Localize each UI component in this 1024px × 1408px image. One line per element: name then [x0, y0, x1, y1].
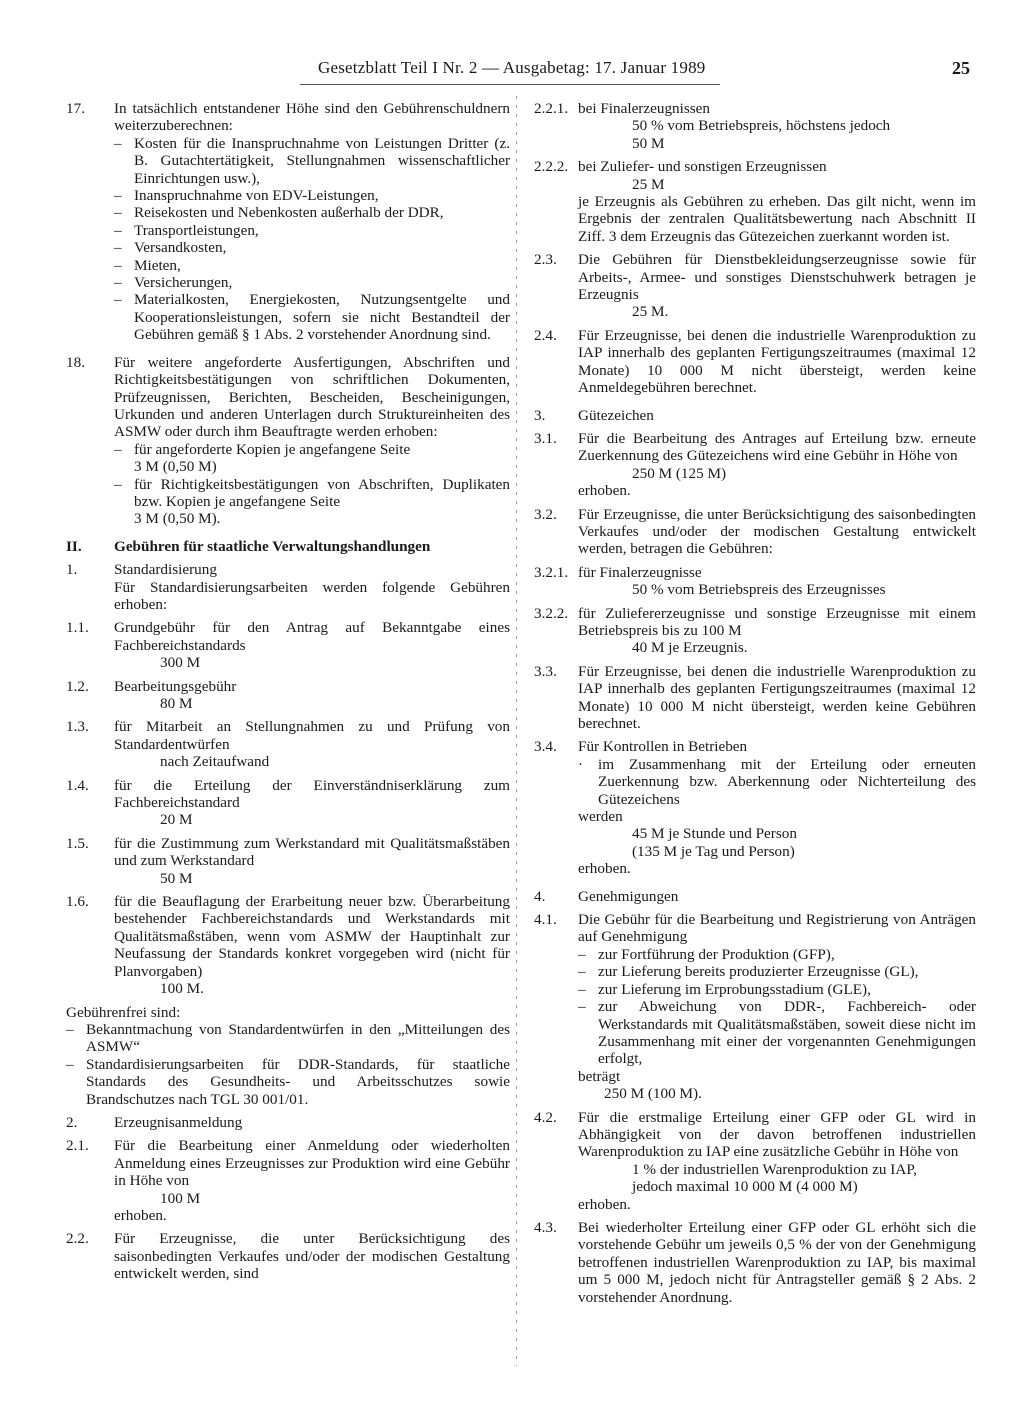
fee-amount: 45 M je Stunde und Person — [632, 825, 797, 843]
fee-amount: (135 M je Tag und Person) — [632, 842, 795, 860]
section-number: 2. — [66, 1113, 78, 1131]
section-number: 4.3. — [534, 1218, 557, 1236]
section-2-3 — [534, 251, 976, 321]
section-number: 3.1. — [534, 429, 557, 447]
list-item-fee: 3 M (0,50 M) — [134, 458, 217, 476]
section-number: 2.2. — [66, 1230, 89, 1248]
section-number: 3.4. — [534, 738, 557, 756]
section-number: 1.2. — [66, 677, 89, 695]
section-number: 2.1. — [66, 1137, 89, 1155]
section-text: bei Finalerzeugnissen — [578, 100, 711, 117]
section-heading: Standardisierung — [114, 561, 217, 579]
section-text: Für die Bearbeitung des Antrages auf Erteilung bzw. erneute Zuerkennung des Gütezeichens wird eine Gebühr in Höhe von — [578, 429, 976, 465]
section-text: für Mitarbeit an Stellungnahmen zu und Prüfung von Standardentwürfen — [114, 718, 510, 753]
fee-amount: 50 M — [160, 869, 193, 887]
section-number: 3.2. — [534, 505, 557, 523]
fee-amount: 300 M — [160, 654, 201, 672]
section-number: 1.5. — [66, 834, 89, 852]
section-1-6 — [66, 893, 510, 997]
control-list — [578, 756, 976, 808]
section-text: In tatsächlich entstandener Höhe sind den Gebührenschuldnern weiterzuberechnen: — [114, 100, 510, 135]
permit-list — [578, 946, 976, 1068]
section-number: 18. — [66, 353, 85, 371]
section-18 — [66, 354, 510, 528]
list-item: – zur Abweichung von DDR-, Fachbereich- oder Werkstandards mit Qualitätsmaßstäben, soweit diese nicht im Zusammenhang mit einer der vorgenannten Genehmigungen erfolgt, — [578, 998, 976, 1068]
list-item-fee: 3 M (0,50 M). — [134, 510, 221, 528]
list-item: – Standardisierungsarbeiten für DDR-Standards, für staatliche Standards des Gesundheits- und Arbeitsschutzes sowie Brandschutzes nach TGL 30 001/01. — [66, 1055, 510, 1108]
section-text: Für weitere angeforderte Ausfertigungen, Abschriften und Richtigkeitsbestätigungen von schriftlichen Dokumenten, Prüfzeugnissen, Berichten, Bescheiden, Bescheinigungen, Urkunden und anderen Unterlagen durch Struktureinheiten des ASMW oder durch ihm Beauftragte werden erhoben: — [114, 353, 510, 441]
list-item: – zur Lieferung bereits produzierter Erzeugnisse (GL), — [578, 963, 919, 981]
section-4-3 — [534, 1219, 976, 1306]
fee-amount: 20 M — [160, 811, 193, 829]
section-text: für Zuliefererzeugnisse und sonstige Erzeugnisse mit einem Betriebspreis bis zu 100 M — [578, 604, 976, 639]
section-3-2-2 — [534, 605, 976, 657]
list-item: – Materialkosten, Energiekosten, Nutzungsentgelte und Kooperationsleistungen, sofern sie nicht Bestandteil der Gebühren gemäß § 1 Abs. 2 vorstehender Anordnung sind. — [114, 291, 510, 344]
section-1-5 — [66, 835, 510, 887]
section-2-2-1 — [534, 100, 976, 152]
section-text: Für Erzeugnisse, bei denen die industrielle Warenproduktion zu IAP innerhalb des geplanten Fertigungszeitraumes (maximal 12 Monate) 10 000 M nicht übersteigt, werden keine Anmeldegebühren berechnet. — [578, 326, 976, 397]
section-number: 3.2.2. — [534, 604, 569, 622]
list-item: – Inanspruchnahme von EDV-Leistungen, — [114, 187, 379, 205]
fee-amount: nach Zeitaufwand — [160, 753, 270, 771]
section-text: Bearbeitungsgebühr — [114, 677, 237, 695]
fee-amount: 25 M — [632, 175, 665, 193]
list-item: – für angeforderte Kopien je angefangene Seite — [114, 440, 411, 458]
section-text: werden — [578, 808, 623, 826]
section-tail: erhoben. — [578, 482, 631, 500]
section-text: Für die erstmalige Erteilung einer GFP oder GL wird in Abhängigkeit von der davon betroffenen industriellen Warenproduktion zu IAP eine zusätzliche Gebühr in Höhe von — [578, 1108, 976, 1161]
list-item: – Bekanntmachung von Standardentwürfen in den „Mitteilungen des ASMW“ — [66, 1020, 510, 1056]
section-text: je Erzeugnis als Gebühren zu erheben. Das gilt nicht, wenn im Ergebnis der zentralen Qualitätsbewertung nach Abschnitt II Ziff. 3 dem Erzeugnis das Gütezeichen zuerkannt worden ist. — [578, 193, 976, 245]
section-II — [66, 538, 510, 555]
page-title: Gesetzblatt Teil I Nr. 2 — Ausgabetag: 17. Januar 1989 — [318, 58, 706, 77]
section-4 — [534, 888, 976, 905]
section-1-4 — [66, 777, 510, 829]
fee-amount: 80 M — [160, 695, 193, 712]
section-text: Für die Bearbeitung einer Anmeldung oder wiederholten Anmeldung eines Erzeugnisses zur Produktion wird eine Gebühr in Höhe von — [114, 1137, 510, 1190]
page-number: 25 — [952, 58, 970, 78]
section-number: 1.4. — [66, 776, 89, 794]
list-item: – zur Lieferung im Erprobungsstadium (GLE), — [578, 980, 871, 998]
section-text: für die Erteilung der Einverständniserklärung zum Fachbereichstandard — [114, 776, 510, 812]
section-text: für die Beauflagung der Erarbeitung neuer bzw. Überarbeitung bestehender Fachbereichstandards und Werkstandards mit Qualitätsmaßstäben, wenn vom ASMW der Hauptinhalt zur Neufassung der Standards konkret vorgegeben wird (nicht für Planvorgaben) — [114, 893, 510, 980]
list-item: – Mieten, — [114, 256, 181, 274]
section-text: für Finalerzeugnisse — [578, 563, 702, 581]
section-number: 3.3. — [534, 662, 557, 680]
section-text: Für Erzeugnisse, die unter Berücksichtigung des saisonbedingten Verkaufes und/oder der modischen Gestaltung entwickelt werden, betragen die Gebühren: — [578, 505, 976, 558]
section-3-2-1 — [534, 564, 976, 599]
section-heading: Erzeugnisanmeldung — [114, 1113, 243, 1131]
section-4-1 — [534, 911, 976, 1102]
section-tail: erhoben. — [578, 1195, 631, 1213]
section-text: beträgt — [578, 1067, 621, 1085]
fee-amount: 50 % vom Betriebspreis des Erzeugnisses — [632, 581, 886, 599]
section-number: 4.2. — [534, 1108, 557, 1126]
section-text: für die Zustimmung zum Werkstandard mit Qualitätsmaßstäben und zum Werkstandard — [114, 834, 510, 870]
fee-amount: 25 M. — [632, 303, 669, 321]
section-2-1 — [66, 1137, 510, 1224]
cost-list — [114, 135, 510, 344]
section-text: Die Gebühr für die Bearbeitung und Registrierung von Anträgen auf Genehmigung — [578, 911, 976, 946]
section-2-2 — [66, 1230, 510, 1282]
section-3-4 — [534, 738, 976, 877]
section-3 — [534, 407, 976, 424]
list-item: – Kosten für die Inanspruchnahme von Leistungen Dritter (z. B. Gutachtertätigkeit, Stellungnahmen wissenschaftlicher Einrichtungen usw.), — [114, 134, 510, 187]
section-heading: Gütezeichen — [578, 406, 654, 424]
copy-fee-list — [114, 441, 510, 528]
fee-amount: 250 M (100 M). — [604, 1085, 702, 1103]
fee-amount: jedoch maximal 10 000 M (4 000 M) — [632, 1178, 858, 1196]
list-item: – für Richtigkeitsbestätigungen von Abschriften, Duplikaten bzw. Kopien je angefangene Seite — [114, 475, 510, 510]
section-3-1 — [534, 430, 976, 500]
fee-amount: 50 M — [632, 134, 665, 152]
section-2 — [66, 1114, 510, 1131]
list-item: – Versandkosten, — [114, 239, 227, 257]
fee-amount: 40 M je Erzeugnis. — [632, 639, 748, 657]
section-number: 2.2.2. — [534, 158, 569, 176]
section-heading: Genehmigungen — [578, 887, 679, 905]
fee-exempt-list — [66, 1021, 510, 1108]
section-number: 17. — [66, 100, 85, 117]
section-2-4 — [534, 327, 976, 397]
column-divider — [516, 96, 517, 1366]
list-item: – Transportleistungen, — [114, 221, 259, 239]
section-3-3 — [534, 663, 976, 733]
section-1 — [66, 561, 510, 613]
section-4-2 — [534, 1109, 976, 1213]
section-text: Für Kontrollen in Betrieben — [578, 738, 748, 756]
section-number: 2.4. — [534, 326, 557, 344]
right-column — [534, 100, 976, 1306]
section-2-2-2 — [534, 158, 976, 245]
section-1-3 — [66, 718, 510, 770]
section-number: 2.3. — [534, 251, 557, 269]
page-header — [60, 58, 980, 84]
section-number: 3. — [534, 406, 546, 424]
section-17 — [66, 100, 510, 344]
section-tail: erhoben. — [578, 860, 631, 878]
section-text: Grundgebühr für den Antrag auf Bekanntgabe eines Fachbereichstandards — [114, 619, 510, 654]
section-text: Für Standardisierungsarbeiten werden folgende Gebühren erhoben: — [114, 578, 510, 613]
section-number: 1. — [66, 561, 78, 579]
fee-amount: 50 % vom Betriebspreis, höchstens jedoch — [632, 117, 891, 135]
section-number: 1.1. — [66, 619, 89, 637]
section-text: Die Gebühren für Dienstbekleidungserzeugnisse sowie für Arbeits-, Armee- und sonstiges Dienstschuhwerk betragen je Erzeugnis — [578, 251, 976, 304]
list-item: – zur Fortführung der Produktion (GFP), — [578, 945, 835, 963]
section-number: 1.6. — [66, 893, 89, 911]
list-item: – Versicherungen, — [114, 274, 233, 292]
fee-amount: 100 M — [160, 1189, 201, 1207]
section-number: 2.2.1. — [534, 100, 569, 117]
left-column — [66, 100, 510, 1283]
section-text: Bei wiederholter Erteilung einer GFP oder GL erhöht sich die vorstehende Gebühr um jeweils 0,5 % der von der Genehmigung betroffenen industriellen Warenproduktion zu IAP, bis maximal um 5 000 M, jedoch nicht für Antragsteller gemäß § 2 Abs. 2 vorstehender Anordnung. — [578, 1218, 976, 1306]
fee-amount: 1 % der industriellen Warenproduktion zu IAP, — [632, 1160, 917, 1178]
section-text: Für Erzeugnisse, bei denen die industrielle Warenproduktion zu IAP innerhalb des geplanten Fertigungszeitraumes (maximal 12 Monate) 10 000 M nicht übersteigt, werden keine Gebühren berechnet. — [578, 662, 976, 732]
section-number: 4. — [534, 887, 546, 905]
section-tail: erhoben. — [114, 1206, 167, 1224]
fee-exempt-title: Gebührenfrei sind: — [66, 1003, 181, 1021]
fee-amount: 250 M (125 M) — [632, 464, 727, 482]
section-1-1 — [66, 619, 510, 671]
section-number: 3.2.1. — [534, 563, 569, 581]
section-number: 1.3. — [66, 718, 89, 736]
section-heading: Gebühren für staatliche Verwaltungshandlungen — [114, 537, 431, 555]
list-item: · im Zusammenhang mit der Erteilung oder erneuten Zuerkennung bzw. Aberkennung oder Nichterteilung des Gütezeichens — [578, 755, 976, 808]
section-text: bei Zuliefer- und sonstigen Erzeugnissen — [578, 158, 827, 176]
list-item: – Reisekosten und Nebenkosten außerhalb der DDR, — [114, 204, 444, 222]
fee-exempt-block — [66, 1004, 510, 1108]
header-rule — [300, 84, 720, 85]
section-1-2 — [66, 678, 510, 713]
section-number: 4.1. — [534, 911, 557, 929]
section-text: Für Erzeugnisse, die unter Berücksichtigung des saisonbedingten Verkaufes und/oder der modischen Gestaltung entwickelt werden, sind — [114, 1230, 510, 1283]
fee-amount: 100 M. — [160, 980, 204, 998]
section-3-2 — [534, 506, 976, 558]
section-number: II. — [66, 537, 82, 555]
